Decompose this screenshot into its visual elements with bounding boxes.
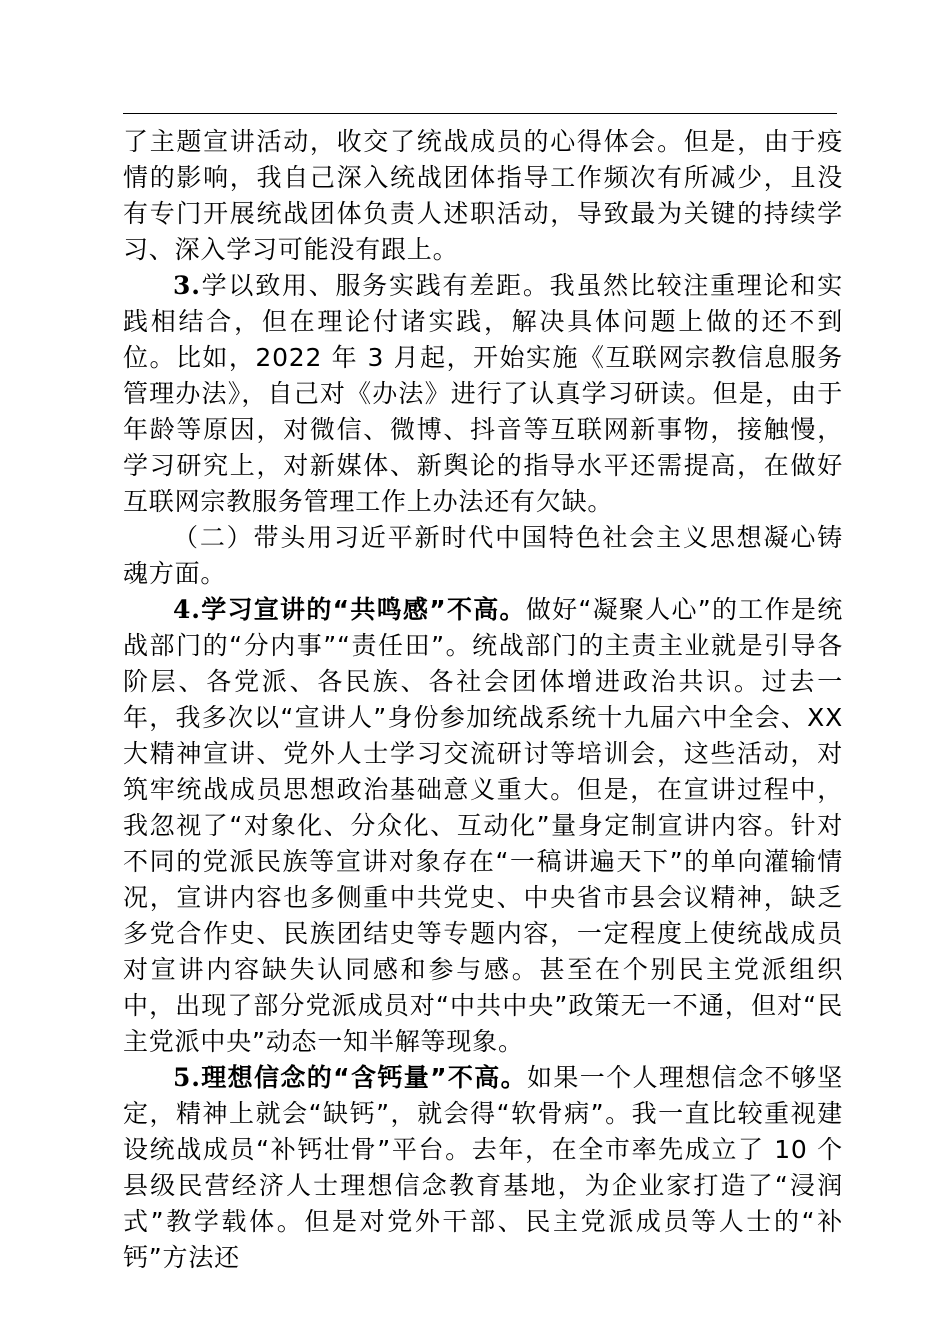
paragraph-5-text: 如果一个人理想信念不够坚定，精神上就会“缺钙”，就会得“软骨病”。我一直比较重视建设统战成员“补钙壮骨”平台。去年，在全市率先成立了 10 个县级民营经济人士理想信念教育基地，为企业家打造了“浸润式”教学载体。但是对党外干部、民主党派成员等人士的“补钙”方法还 bbox=[123, 1063, 843, 1272]
paragraph-1-text: 了主题宣讲活动，收交了统战成员的心得体会。但是，由于疫情的影响，我自己深入统战团体指导工作频次有所减少，且没有专门开展统战团体负责人述职活动，导致最为关键的持续学习、深入学习可能没有跟上。 bbox=[123, 127, 843, 264]
document-body bbox=[123, 124, 843, 1276]
paragraph-2 bbox=[123, 268, 843, 520]
paragraph-2-text: 学以致用、服务实践有差距。我虽然比较注重理论和实践相结合，但在理论付诸实践，解决具体问题上做的还不到位。比如，2022 年 3 月起，开始实施《互联网宗教信息服务管理办法》，自己对《办法》进行了认真学习研读。但是，由于年龄等原因，对微信、微博、抖音等互联网新事物，接触慢，学习研究上，对新媒体、新舆论的指导水平还需提高，在做好互联网宗教服务管理工作上办法还有欠缺。 bbox=[123, 271, 843, 516]
item-number-5: 5. bbox=[173, 1063, 201, 1092]
paragraph-5-lead: 理想信念的“含钙量”不高。 bbox=[200, 1063, 528, 1092]
section-heading-2 bbox=[123, 520, 843, 592]
paragraph-5 bbox=[123, 1060, 843, 1276]
paragraph-4-lead: 学习宣讲的“共鸣感”不高。 bbox=[200, 595, 526, 624]
section-heading-2-text: （二）带头用习近平新时代中国特色社会主义思想凝心铸魂方面。 bbox=[123, 523, 843, 588]
paragraph-4-text: 做好“凝聚人心”的工作是统战部门的“分内事”“责任田”。统战部门的主责主业就是引导各阶层、各党派、各民族、各社会团体增进政治共识。过去一年，我多次以“宣讲人”身份参加统战系统十九届六中全会、XX 大精神宣讲、党外人士学习交流研讨等培训会，这些活动，对筑牢统战成员思想政治基础意义重大。但是，在宣讲过程中，我忽视了“对象化、分众化、互动化”量身定制宣讲内容。针对不同的党派民族等宣讲对象存在“一稿讲遍天下”的单向灌输情况，宣讲内容也多侧重中共党史、中央省市县会议精神，缺乏多党合作史、民族团结史等专题内容，一定程度上使统战成员对宣讲内容缺失认同感和参与感。甚至在个别民主党派组织中，出现了部分党派成员对“中共中央”政策无一不通，但对“民主党派中央”动态一知半解等现象。 bbox=[123, 595, 844, 1056]
item-number-3: 3. bbox=[173, 271, 201, 300]
paragraph-4 bbox=[123, 592, 843, 1060]
paragraph-1 bbox=[123, 124, 843, 268]
item-number-4: 4. bbox=[173, 595, 201, 624]
header-rule bbox=[123, 113, 837, 114]
